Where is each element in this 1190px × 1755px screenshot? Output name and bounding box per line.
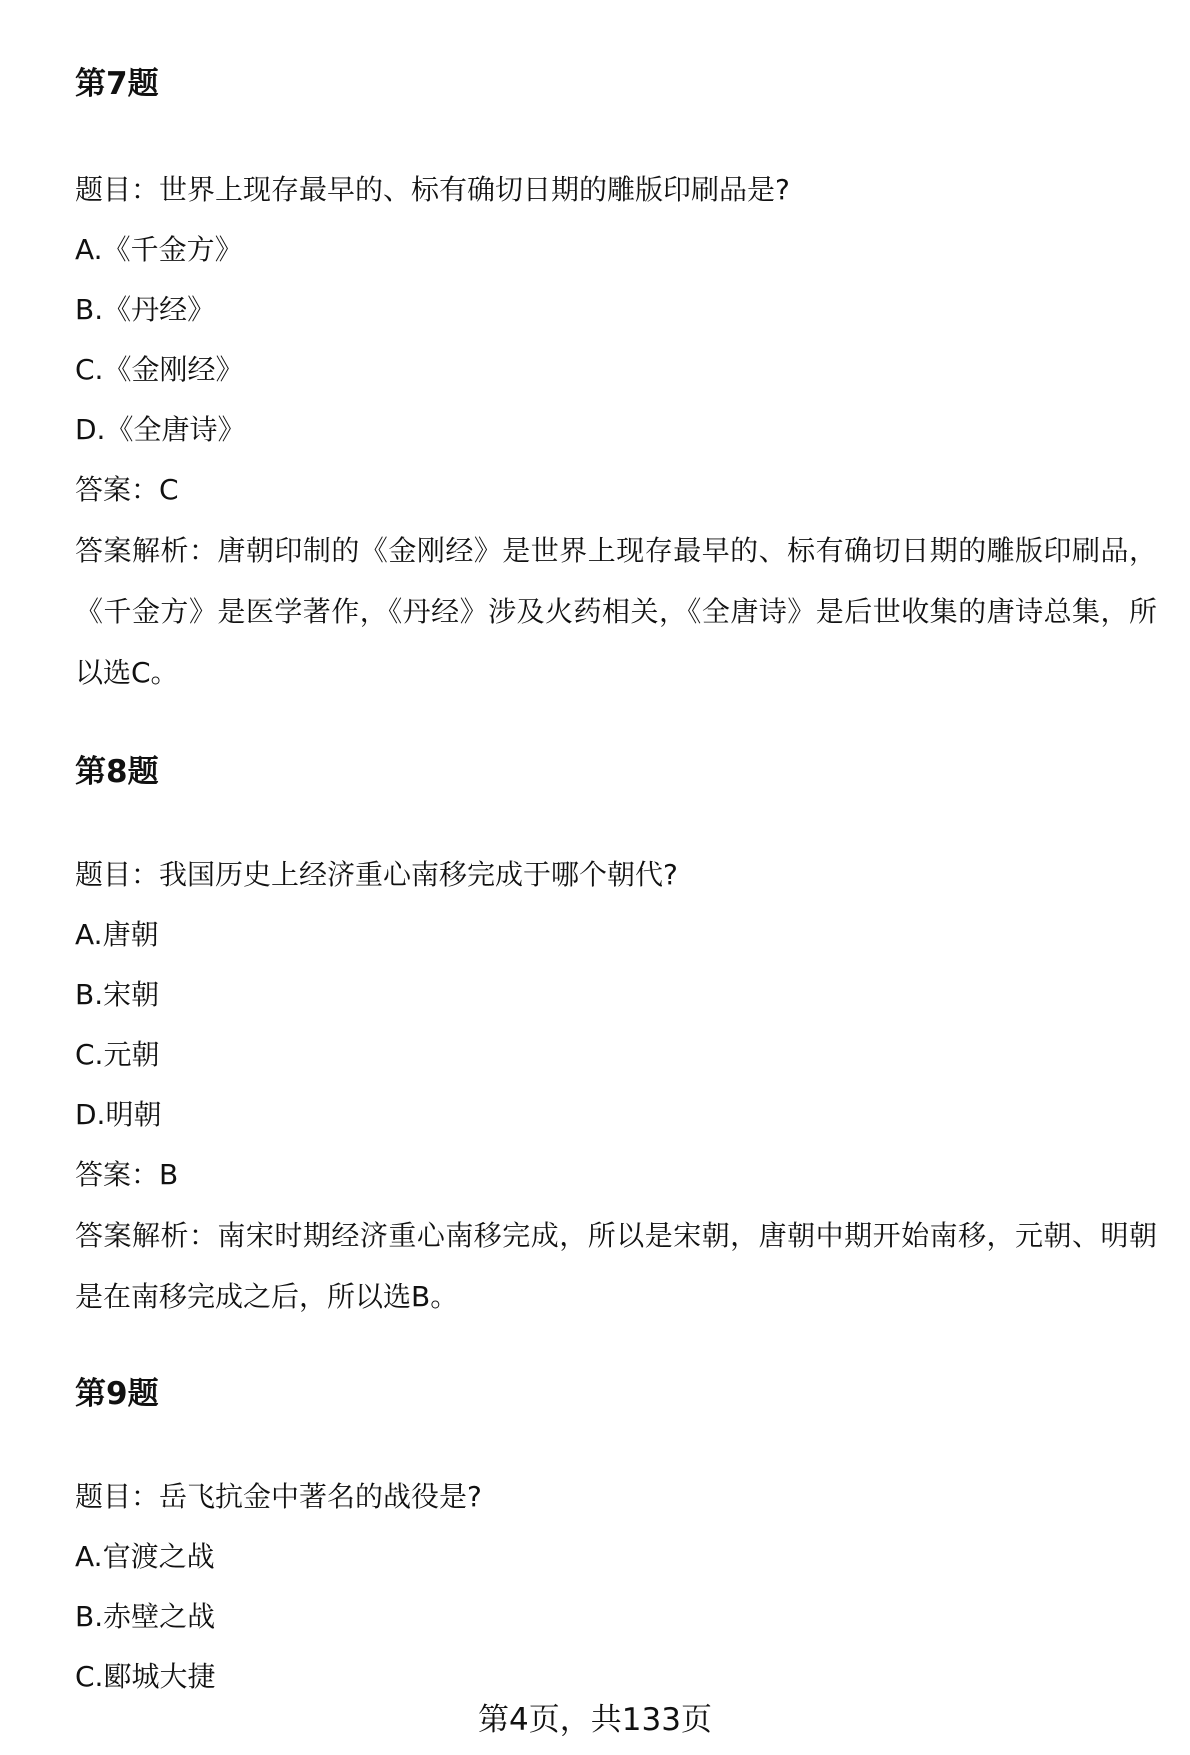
- option-c: C.《金刚经》: [75, 353, 244, 386]
- option-a: A.《千金方》: [75, 233, 243, 266]
- question-prompt: 题目：我国历史上经济重心南移完成于哪个朝代?: [75, 858, 678, 891]
- question-7: [75, 62, 159, 106]
- question-title: 第8题: [75, 754, 159, 790]
- option-a: A.官渡之战: [75, 1540, 215, 1573]
- option-d: D.明朝: [75, 1098, 162, 1131]
- question-title: 第9题: [75, 1376, 159, 1412]
- option-b: B.赤壁之战: [75, 1600, 216, 1633]
- option-b: B.宋朝: [75, 978, 160, 1011]
- answer: 答案：C: [75, 473, 179, 506]
- answer-analysis: 答案解析：南宋时期经济重心南移完成，所以是宋朝，唐朝中期开始南移，元朝、明朝是在南移完成之后，所以选B。: [75, 1219, 1157, 1313]
- option-d: D.《全唐诗》: [75, 413, 246, 446]
- answer-analysis: 答案解析：唐朝印制的《金刚经》是世界上现存最早的、标有确切日期的雕版印刷品，《千金方》是医学著作，《丹经》涉及火药相关，《全唐诗》是后世收集的唐诗总集，所以选C。: [75, 534, 1157, 689]
- option-a: A.唐朝: [75, 918, 159, 951]
- question-prompt: 题目：世界上现存最早的、标有确切日期的雕版印刷品是?: [75, 173, 790, 206]
- option-c: C.郾城大捷: [75, 1660, 216, 1693]
- option-b: B.《丹经》: [75, 293, 216, 326]
- page-number-label: 第4页，共133页: [478, 1702, 712, 1738]
- page-footer: [0, 1698, 1190, 1742]
- question-title: 第7题: [75, 66, 159, 102]
- option-c: C.元朝: [75, 1038, 160, 1071]
- question-prompt: 题目：岳飞抗金中著名的战役是?: [75, 1480, 482, 1513]
- answer: 答案：B: [75, 1158, 179, 1191]
